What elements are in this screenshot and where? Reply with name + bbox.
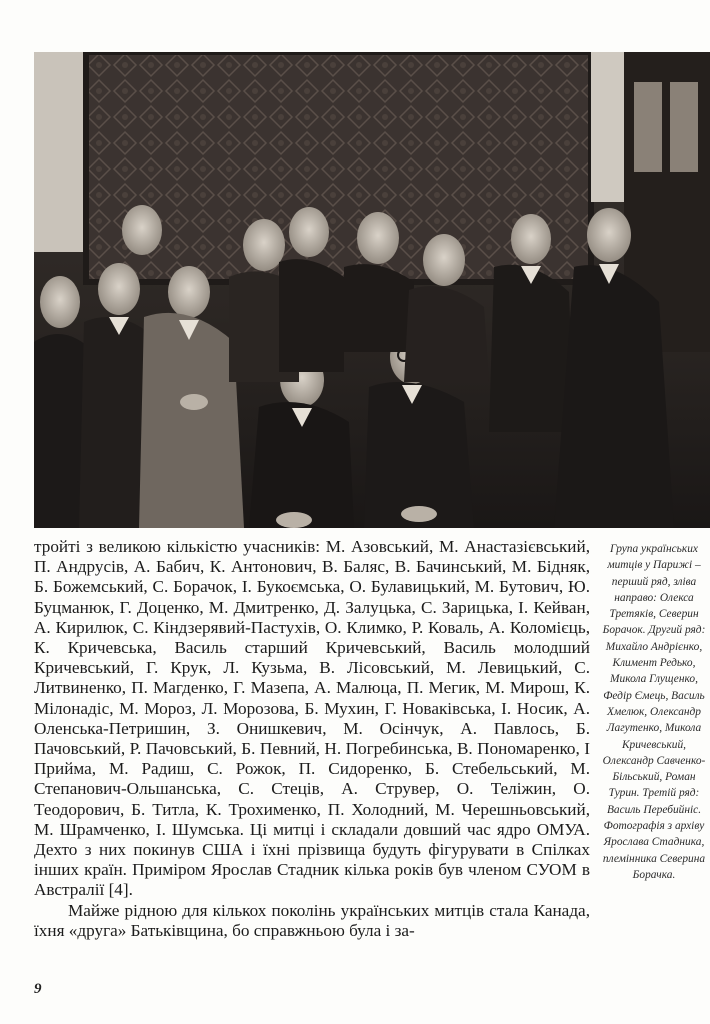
group-photograph: [34, 52, 710, 528]
photograph-image: [34, 52, 710, 528]
photo-caption: Група українських митців у Парижі – перший ряд, зліва направо: Олекса Третяків, Северин Борачок. Другий ряд: Михайло Андрієнко, Климент Редько, Микола Глущенко, Федір Ємець, Василь Хмелюк, Олександр Лагутенко, Микола Кричевський, Олександр Савченко-Більський, Роман Турин. Третій ряд: Василь Перебийніс. Фотографія з архіву Ярослава Стадника, племінника Северина Борачка.: [602, 543, 706, 881]
paragraph-1: тройті з великою кількістю учасників: М. Азовський, М. Анастазієвський, П. Андрусів, А. Бабич, К. Антонович, В. Баляс, В. Бачинський, М. Бідняк, Б. Божемський, С. Борачок, І. Букоємська, О. Булавицький, М. Бутович, Ю. Буцманюк, Г. Доценко, М. Дмитренко, Д. Залуцька, С. Зарицька, І. Кейван, А. Кирилюк, С. Кіндзерявий-Пастухів, О. Климко, Р. Коваль, А. Коломієць, К. Кричевська, Василь старший Кричевський, Василь молодший Кричевський, Г. Крук, Л. Кузьма, В. Лісовський, М. Левицький, С. Литвиненко, П. Магденко, Г. Мазепа, А. Малюца, П. Мегик, М. Мирош, К. Мілонадіс, М. Мороз, Л. Морозова, Б. Мухин, Г. Новаківська, І. Носик, А. Оленська-Петришин, З. Онишкевич, М. Осінчук, А. Павлось, Б. Пачовський, Р. Пачовський, Б. Певний, Н. Погребинська, В. Пономаренко, І Прийма, М. Радиш, С. Рожок, П. Сидоренко, Б. Стебельський, М. Степанович-Ольшанська, С. Стеців, А. Струвер, О. Теліжин, О. Теодорович, Б. Титла, К. Трохименко, П. Холодний, М. Черешньовський, М. Шрамченко, І. Шумська. Ці митці і складали довший час ядро ОМУА. Дехто з них покинув США і їхні прізвища будуть фігурувати в Спілках інших країн. Приміром Ярослав Стадник кілька років був членом СУОМ в Австралії [4].: [34, 537, 590, 900]
main-text-column: [34, 537, 590, 941]
paragraph-2: Майже рідною для кількох поколінь українських митців стала Канада, їхня «друга» Батьківщина, бо справжньою була і за-: [34, 900, 590, 940]
page-number: 9: [34, 981, 42, 997]
